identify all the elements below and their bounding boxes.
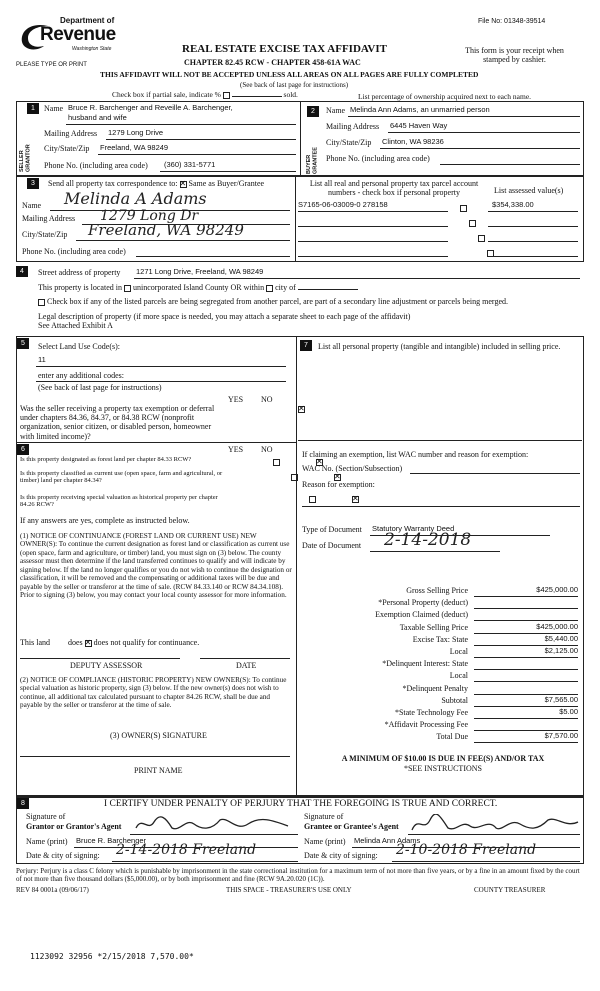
form-title: REAL ESTATE EXCISE TAX AFFIDAVIT bbox=[182, 43, 387, 55]
city-of-checkbox[interactable] bbox=[266, 285, 273, 292]
tax-row-value[interactable] bbox=[474, 671, 578, 682]
same-as-buyer-label: Same as Buyer/Grantee bbox=[188, 179, 265, 188]
tax-row-label: *State Technology Fee bbox=[394, 708, 468, 717]
historic-no-checkbox[interactable] bbox=[352, 496, 359, 503]
section-5-number: 5 bbox=[17, 338, 29, 349]
deputy-assessor-label: DEPUTY ASSESSOR bbox=[70, 661, 143, 670]
segregated-text: Check box if any of the listed parcels are being segregated from another parcel, are part of a secondary line adjustment or parcels being merged. bbox=[47, 297, 508, 306]
document-date-label: Date of Document bbox=[302, 541, 362, 550]
tax-row-label: Local bbox=[449, 671, 468, 681]
corr-city-label: City/State/Zip bbox=[22, 230, 68, 239]
sold-text: sold. bbox=[283, 90, 298, 99]
grantor-signature-of: Signature of bbox=[26, 812, 66, 821]
tax-row-label: *Personal Property (deduct) bbox=[378, 598, 468, 608]
notice-of-compliance: (2) NOTICE OF COMPLIANCE (HISTORIC PROPERTY) NEW OWNER(S): To continue special valuation as historic property, sign (3) below. If the new owner(s) does not wish to continue, all additional tax calculated pursuant to chapter 84.26 RCW, shall be due and payable by the seller or transferor at the time of sale. bbox=[20, 676, 287, 710]
tax-row-label: *Affidavit Processing Fee bbox=[384, 720, 468, 730]
tax-row-label: Exemption Claimed (deduct) bbox=[375, 610, 468, 620]
corr-city[interactable]: Freeland, WA 98249 bbox=[88, 221, 244, 239]
partial-sale-text: Check box if partial sale, indicate % bbox=[112, 90, 221, 99]
grantor-signature-scribble bbox=[132, 814, 292, 834]
file-number: File No: 01348-39514 bbox=[478, 18, 546, 25]
buyer-city[interactable]: Clinton, WA 98236 bbox=[382, 137, 444, 146]
department-logo bbox=[16, 14, 126, 62]
parcel-number-1[interactable]: S7165-06-03009-0 278158 bbox=[298, 200, 388, 209]
sec5-yes-header: YES bbox=[228, 395, 244, 404]
grantee-signature[interactable] bbox=[410, 814, 580, 834]
buyer-name[interactable]: Melinda Ann Adams, an unmarried person bbox=[350, 105, 490, 114]
exemption-reason-label: Reason for exemption: bbox=[302, 480, 375, 489]
land-use-code[interactable]: 11 bbox=[38, 355, 46, 364]
form-revision: REV 84 0001a (09/06/17) bbox=[16, 886, 89, 894]
document-type-label: Type of Document bbox=[302, 525, 362, 534]
sec6-yes-header: YES bbox=[228, 445, 244, 454]
minimum-fee-note: A MINIMUM OF $10.00 IS DUE IN FEE(S) AND/OR TAX bbox=[341, 754, 545, 763]
notice-of-continuance: (1) NOTICE OF CONTINUANCE (FOREST LAND OR CURRENT USE) NEW OWNER(S): To continue the current designation as forest land or classification as current use (open space, farm and agriculture, or timber) land, you must sign on (3) below. The county assessor must then determine if the land transferred continues to qualify and will indicate by signing below. If the land no longer qualifies or you do not wish to continue the designation or classification, it will be removed and the compensating or additional taxes will be due and payable by the seller or transferor at the time of sale. (RCW 84.33.140 or RCW 84.34.108). Prior to signing (3) below, you may contact your local county assessor for more information. bbox=[20, 532, 292, 600]
this-land-text: This land bbox=[20, 638, 50, 647]
historic-yes-checkbox[interactable] bbox=[309, 496, 316, 503]
legal-description[interactable]: See Attached Exhibit A bbox=[38, 321, 113, 330]
tax-row-label: Subtotal bbox=[441, 695, 468, 705]
tax-row-value[interactable] bbox=[474, 684, 578, 695]
if-yes-note: If any answers are yes, complete as instructed below. bbox=[20, 516, 190, 525]
land-use-label: Select Land Use Code(s): bbox=[38, 342, 120, 351]
section-6-number: 6 bbox=[17, 444, 29, 455]
grantor-date-city[interactable]: 2-14-2018 Freeland bbox=[116, 842, 257, 858]
tax-row-label: *Delinquent Interest: State bbox=[382, 659, 468, 669]
seller-name[interactable]: Bruce R. Barchenger and Reveille A. Barchenger, bbox=[68, 103, 233, 112]
buyer-city-label: City/State/Zip bbox=[326, 138, 372, 147]
tax-row-value[interactable]: $5,440.00 bbox=[474, 635, 578, 646]
located-line bbox=[38, 283, 358, 292]
grantee-agent-label: Grantee or Grantee's Agent bbox=[304, 822, 399, 831]
segregated-line bbox=[38, 297, 508, 306]
acceptance-warning: THIS AFFIDAVIT WILL NOT BE ACCEPTED UNLESS ALL AREAS ON ALL PAGES ARE FULLY COMPLETED bbox=[100, 70, 479, 79]
tax-row-label: Excise Tax: State bbox=[412, 634, 468, 644]
grantor-agent-label: Grantor or Grantor's Agent bbox=[26, 822, 122, 831]
partial-sale-checkbox[interactable] bbox=[223, 92, 230, 99]
exemption-question: Was the seller receiving a property tax exemption or deferral under chapters 84.36, 84.37, or 84.38 RCW (nonprofit organization, senior citizen, or disabled person, homeowner with limited income)? bbox=[20, 404, 215, 441]
see-back-note: (See back of last page for instructions) bbox=[240, 81, 349, 89]
grantee-date-city[interactable]: 2-10-2018 Freeland bbox=[396, 842, 537, 858]
tax-row-label: Total Due bbox=[436, 732, 468, 742]
tax-row-value[interactable] bbox=[474, 598, 578, 609]
tax-row-label: Local bbox=[449, 647, 468, 656]
current-use-question: Is this property classified as current use (open space, farm and agricultural, or timber) land per chapter 84.34? bbox=[20, 470, 223, 485]
buyer-name-label: Name bbox=[326, 106, 346, 115]
seller-phone[interactable]: (360) 331-5771 bbox=[164, 160, 216, 169]
located-text: This property is located in bbox=[38, 283, 122, 292]
section-1-number: 1 bbox=[27, 103, 39, 114]
section-7-number: 7 bbox=[300, 340, 312, 351]
assessor-date-label: DATE bbox=[236, 661, 257, 670]
form-chapter: CHAPTER 82.45 RCW - CHAPTER 458-61A WAC bbox=[184, 58, 361, 67]
treasurer-use-only: THIS SPACE - TREASURER'S USE ONLY bbox=[226, 886, 352, 894]
street-address[interactable]: 1271 Long Drive, Freeland, WA 98249 bbox=[136, 267, 264, 276]
buyer-grantee-label: BUYER GRANTEE bbox=[306, 147, 319, 174]
tax-row-value[interactable] bbox=[474, 659, 578, 670]
seller-name-label: Name bbox=[44, 104, 64, 113]
historic-question: Is this property receiving special valuation as historical property per chapter 84.26 RCW? bbox=[20, 494, 218, 509]
seller-grantor-label: SELLER GRANTOR bbox=[19, 144, 32, 172]
does-not-checkbox[interactable] bbox=[85, 640, 92, 647]
tax-row-label: Gross Selling Price bbox=[406, 586, 468, 595]
city-of-text: city of bbox=[275, 283, 296, 292]
grantee-date-label: Date & city of signing: bbox=[304, 851, 378, 860]
tax-row-value[interactable] bbox=[474, 610, 578, 621]
continuance-line bbox=[20, 638, 199, 647]
tax-row-value[interactable]: $7,570.00 bbox=[474, 732, 578, 743]
grantee-name-label: Name (print) bbox=[304, 837, 346, 846]
unincorporated-checkbox[interactable] bbox=[124, 285, 131, 292]
perjury-notice: Perjury: Perjury is a class C felony which is punishable by imprisonment in the state correctional institution for a maximum term of not more than five years, or by a fine in an amount fixed by the court of not more than five thousand dollars ($5,000.00), or by both imprisonment and fine (RCW 9A.20.020 (1C)). bbox=[16, 867, 580, 884]
tax-row-value[interactable]: $7,565.00 bbox=[474, 696, 578, 707]
tax-row-value[interactable]: $5.00 bbox=[474, 708, 578, 719]
owner-signature-label: (3) OWNER(S) SIGNATURE bbox=[110, 731, 207, 740]
does-not-text: does not qualify for continuance. bbox=[93, 638, 200, 647]
sec5-no-header: NO bbox=[261, 395, 273, 404]
corr-phone-label: Phone No. (including area code) bbox=[22, 247, 126, 256]
tax-row-value[interactable]: $425,000.00 bbox=[474, 586, 578, 597]
same-as-buyer-checkbox[interactable] bbox=[180, 181, 187, 188]
section-2-number: 2 bbox=[307, 106, 319, 117]
grantor-name-label: Name (print) bbox=[26, 837, 68, 846]
document-type[interactable]: Statutory Warranty Deed bbox=[372, 524, 455, 533]
forest-yes-checkbox[interactable] bbox=[273, 459, 280, 466]
ownership-note: List percentage of ownership acquired next to each name. bbox=[358, 92, 532, 101]
assessed-header: List assessed value(s) bbox=[494, 186, 564, 195]
logo-revenue: Revenue bbox=[40, 24, 116, 45]
grantee-signature-of: Signature of bbox=[304, 812, 344, 821]
buyer-mail[interactable]: 6445 Haven Way bbox=[390, 121, 448, 130]
exemption-claim-label: If claiming an exemption, list WAC number and reason for exemption: bbox=[302, 450, 529, 459]
corr-mail-label: Mailing Address bbox=[22, 214, 76, 223]
receipt-note: This form is your receipt when stamped by cashier. bbox=[465, 46, 564, 65]
document-date[interactable]: 2-14-2018 bbox=[384, 530, 472, 550]
does-text: does bbox=[68, 638, 83, 647]
legal-description-label: Legal description of property (if more space is needed, you may attach a separate sheet to each page of the affidavit) bbox=[38, 312, 411, 321]
grantee-name-print[interactable]: Melinda Ann Adams bbox=[354, 836, 421, 845]
personal-property-checkbox-3[interactable] bbox=[478, 235, 485, 242]
grantor-name-print[interactable]: Bruce R. Barchenger bbox=[76, 836, 147, 845]
tax-row-value[interactable]: $2,125.00 bbox=[474, 647, 578, 658]
tax-row-label: *Delinquent Penalty bbox=[402, 683, 468, 693]
tax-row-value[interactable] bbox=[474, 720, 578, 731]
type-or-print: PLEASE TYPE OR PRINT bbox=[16, 62, 87, 68]
personal-property-checkbox-1[interactable] bbox=[460, 205, 467, 212]
send-correspondence-label: Send all property tax correspondence to: bbox=[48, 179, 178, 188]
unincorporated-text: unincorporated Island County OR within bbox=[132, 283, 265, 292]
tax-row-value[interactable]: $425,000.00 bbox=[474, 623, 578, 634]
assessed-value-1[interactable]: $354,338.00 bbox=[492, 200, 534, 209]
grantee-signature-scribble bbox=[410, 814, 580, 834]
street-address-label: Street address of property bbox=[38, 268, 121, 277]
seller-city[interactable]: Freeland, WA 98249 bbox=[100, 143, 169, 152]
sec6-no-header: NO bbox=[261, 445, 273, 454]
certify-statement: I CERTIFY UNDER PENALTY OF PERJURY THAT THE FOREGOING IS TRUE AND CORRECT. bbox=[104, 799, 498, 809]
seller-mail-label: Mailing Address bbox=[44, 129, 98, 138]
buyer-phone-label: Phone No. (including area code) bbox=[326, 154, 430, 163]
forest-land-question: Is this property designated as forest land per chapter 84.33 RCW? bbox=[20, 456, 192, 463]
parcels-header: List all real and personal property tax parcel account numbers - check box if personal property bbox=[309, 179, 479, 198]
land-use-see-back: (See back of last page for instructions) bbox=[38, 383, 162, 392]
wac-label: WAC No. (Section/Subsection) bbox=[302, 464, 403, 473]
exemption-no-checkbox[interactable] bbox=[298, 406, 305, 413]
corr-name-label: Name bbox=[22, 201, 42, 210]
logo-department-of: Department of bbox=[60, 16, 115, 25]
tax-row-label: Taxable Selling Price bbox=[399, 622, 468, 632]
send-correspondence bbox=[48, 179, 264, 188]
additional-codes-label: enter any additional codes: bbox=[38, 371, 124, 380]
corr-mail[interactable]: 1279 Long Dr bbox=[100, 208, 199, 224]
buyer-mail-label: Mailing Address bbox=[326, 122, 380, 131]
seller-city-label: City/State/Zip bbox=[44, 144, 90, 153]
seller-mail[interactable]: 1279 Long Drive bbox=[108, 128, 164, 137]
section-4-number: 4 bbox=[16, 266, 28, 277]
section-3-number: 3 bbox=[27, 178, 39, 189]
print-name-label: PRINT NAME bbox=[134, 766, 183, 775]
personal-property-label: List all personal property (tangible and intangible) included in selling price. bbox=[318, 342, 561, 351]
current-use-yes-checkbox[interactable] bbox=[291, 474, 298, 481]
treasurer-stamp: 1123092 32956 *2/15/2018 7,570.00* bbox=[30, 952, 194, 961]
personal-property-checkbox-2[interactable] bbox=[469, 220, 476, 227]
logo-washington-state: Washington State bbox=[72, 46, 112, 52]
section-8-number: 8 bbox=[17, 798, 29, 809]
seller-phone-label: Phone No. (including area code) bbox=[44, 161, 148, 170]
county-treasurer: COUNTY TREASURER bbox=[474, 886, 546, 894]
partial-sale-label bbox=[112, 91, 298, 100]
segregated-checkbox[interactable] bbox=[38, 299, 45, 306]
seller-name-line2[interactable]: husband and wife bbox=[68, 113, 127, 122]
see-instructions-note: *SEE INSTRUCTIONS bbox=[403, 764, 482, 773]
grantor-date-label: Date & city of signing: bbox=[26, 851, 100, 860]
grantor-signature[interactable] bbox=[132, 814, 297, 834]
corr-name[interactable]: Melinda A Adams bbox=[64, 189, 207, 208]
